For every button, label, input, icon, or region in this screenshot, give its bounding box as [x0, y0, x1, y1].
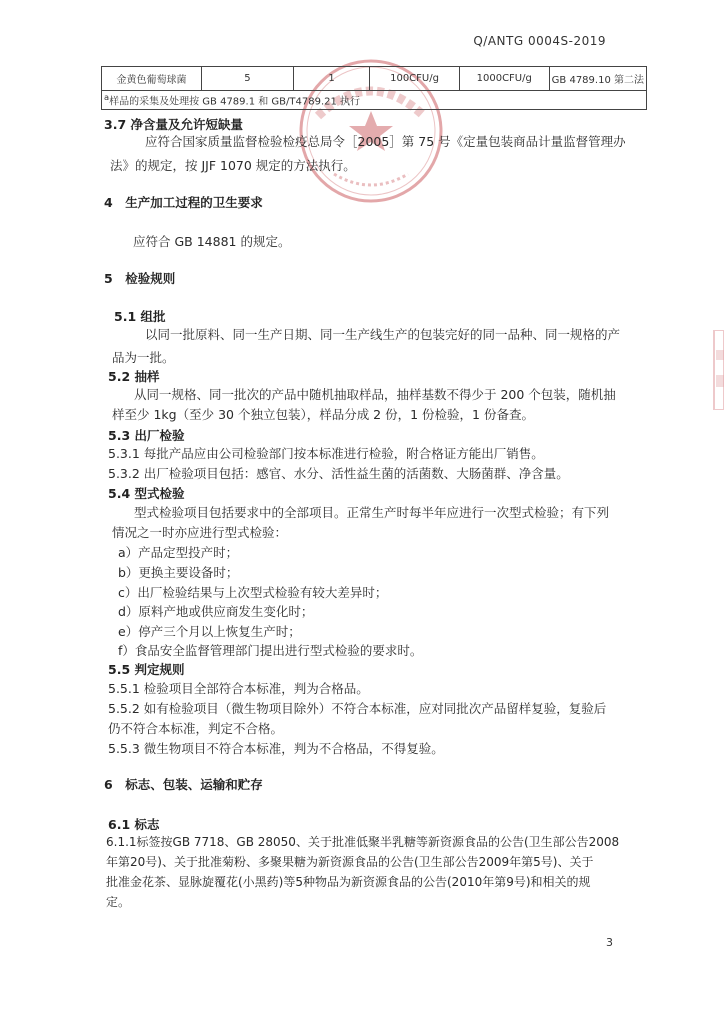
table-note: $^a$样品的采集及处理按 GB 4789.1 和 GB/T4789.21 执行 — [102, 91, 647, 110]
section-6-heading: 6 标志、包装、运输和贮存 — [104, 777, 263, 792]
section-4-heading: 4 生产加工过程的卫生要求 — [104, 195, 263, 210]
table-note-row — [102, 91, 647, 110]
section-6-1-text: 批准金花茶、显脉旋覆花(小黑药)等5种物品为新资源食品的公告(2010年第9号)和相关的规 — [106, 875, 591, 889]
section-5-1-text: 品为一批。 — [112, 350, 175, 365]
section-5-5-2-text: 5.5.2 如有检验项目（微生物项目除外）不符合本标准，应对同批次产品留样复验，复验后 — [108, 701, 607, 716]
table-cell: 5 — [202, 67, 294, 91]
section-5-5-heading: 5.5 判定规则 — [108, 662, 185, 677]
section-5-5-1-text: 5.5.1 检验项目全部符合本标准，判为合格品。 — [108, 681, 369, 696]
document-code: Q/ANTG 0004S-2019 — [473, 34, 606, 48]
section-3-7-text: 法》的规定，按 JJF 1070 规定的方法执行。 — [110, 158, 356, 173]
section-5-3-heading: 5.3 出厂检验 — [108, 428, 185, 443]
section-5-5-3-text: 5.5.3 微生物项目不符合本标准，判为不合格品，不得复验。 — [108, 741, 444, 756]
section-6-1-heading: 6.1 标志 — [108, 817, 160, 832]
section-5-3-1-text: 5.3.1 每批产品应由公司检验部门按本标准进行检验，附合格证方能出厂销售。 — [108, 446, 544, 461]
section-6-1-text: 年第20号)、关于批准菊粉、多聚果糖为新资源食品的公告(卫生部公告2009年第5号)、关于 — [106, 855, 594, 869]
section-5-2-text: 样至少 1kg（至少 30 个独立包装），样品分成 2 份，1 份检验，1 份备查。 — [112, 407, 534, 422]
table-cell: GB 4789.10 第二法 — [549, 67, 646, 91]
section-4-text: 应符合 GB 14881 的规定。 — [133, 234, 291, 249]
list-item: d）原料产地或供应商发生变化时； — [118, 604, 314, 619]
section-5-4-text: 情况之一时亦应进行型式检验： — [112, 525, 288, 540]
section-3-7-text: 应符合国家质量监督检验检疫总局令［2005］第 75 号《定量包装商品计量监督管理办 — [145, 134, 626, 149]
microbial-limits-table — [101, 66, 647, 110]
section-5-4-text: 型式检验项目包括要求中的全部项目。正常生产时每半年应进行一次型式检验；有下列 — [134, 505, 610, 520]
list-item: c）出厂检验结果与上次型式检验有较大差异时； — [118, 585, 388, 600]
section-5-5-2-text: 仍不符合本标准，判定不合格。 — [108, 721, 284, 736]
section-5-2-text: 从同一规格、同一批次的产品中随机抽取样品，抽样基数不得少于 200 个包装，随机抽 — [134, 387, 616, 402]
list-item: a）产品定型投产时； — [118, 545, 239, 560]
table-cell: 1000CFU/g — [459, 67, 549, 91]
page-number: 3 — [606, 936, 613, 949]
section-3-7-heading: 3.7 净含量及允许短缺量 — [104, 117, 243, 132]
section-5-3-2-text: 5.3.2 出厂检验项目包括：感官、水分、活性益生菌的活菌数、大肠菌群、净含量。 — [108, 466, 569, 481]
list-item: b）更换主要设备时； — [118, 565, 239, 580]
section-5-4-heading: 5.4 型式检验 — [108, 486, 185, 501]
section-5-2-heading: 5.2 抽样 — [108, 369, 160, 384]
section-5-heading: 5 检验规则 — [104, 271, 176, 286]
table-cell: 100CFU/g — [370, 67, 460, 91]
edge-seal-fragment — [712, 330, 724, 410]
section-6-1-text: 6.1.1标签按GB 7718、GB 28050、关于批准低聚半乳糖等新资源食品的公告(卫生部公告2008 — [106, 835, 620, 849]
table-cell: 1 — [293, 67, 369, 91]
section-5-1-heading: 5.1 组批 — [114, 309, 166, 324]
section-5-1-text: 以同一批原料、同一生产日期、同一生产线生产的包装完好的同一品种、同一规格的产 — [145, 327, 621, 342]
table-cell: 金黄色葡萄球菌 — [102, 67, 202, 91]
table-row — [102, 67, 647, 91]
list-item: e）停产三个月以上恢复生产时； — [118, 624, 301, 639]
list-item: f）食品安全监督管理部门提出进行型式检验的要求时。 — [118, 643, 423, 658]
section-6-1-text: 定。 — [106, 895, 131, 909]
